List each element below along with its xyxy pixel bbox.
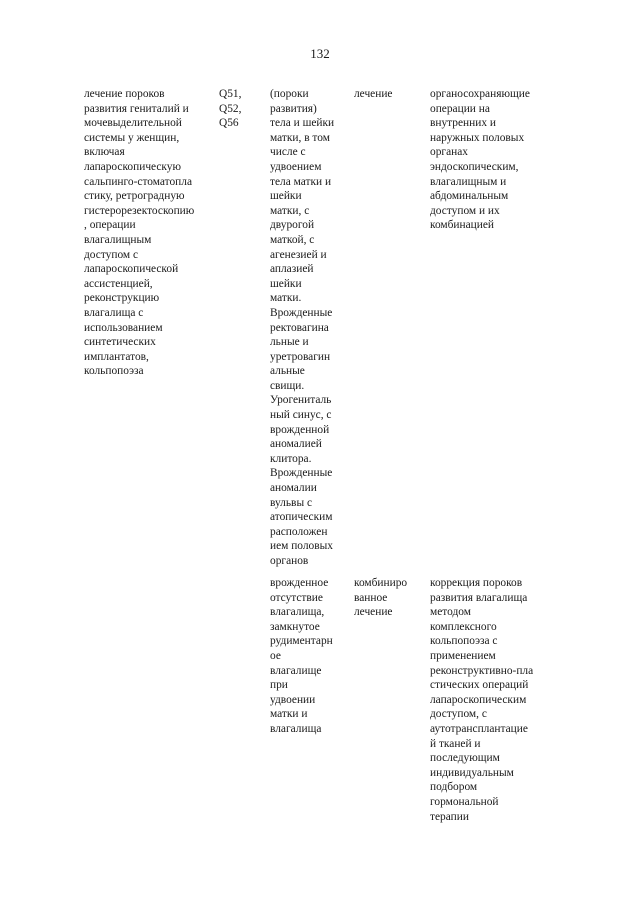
row1-diagnosis-cell: (пороки развития) тела и шейки матки, в том числе с удвоением тела матки и шейки матки, с двурогой маткой, с агенезией и аплазией шейки матки. Врожденные ректовагина льные и уретровагин альные свищи. Урогениталь ный синус, с врожденной аномалией клитора. Врожденные аномалии вульвы с атопическим расположен ием половых органов <box>270 88 335 567</box>
row1-codes-cell: Q51, Q52, Q56 <box>219 88 242 130</box>
page-number: 132 <box>310 46 330 61</box>
row1-description-cell: лечение пороков развития гениталий и мочевыделительной системы у женщин, включая лапароскопическую сальпинго-стоматопла стику, ретроградную гистерорезектоскопию , операции влагалищным доступом с лапароскопической ассистенцией, реконструкцию влагалища с использованием синтетических имплантатов, кольпопоэза <box>84 88 195 378</box>
row1-method-cell: органосохраняющие операции на внутренних и наружных половых органах эндоскопическим, влагалищным и абдоминальным доступом и их комбинацией <box>430 88 530 232</box>
row2-method-cell: коррекция пороков развития влагалища методом комплексного кольпопоэза с применением реконструктивно-пла стических операций лапароскопическим доступом, с аутотрансплантацие й тканей и последующим индивидуальным подбором гормональной терапии <box>430 577 534 823</box>
row2-treatment-type-cell: комбиниро ванное лечение <box>354 577 408 619</box>
row1-treatment-type-cell: лечение <box>354 88 393 100</box>
row2-diagnosis-cell: врожденное отсутствие влагалища, замкнутое рудиментарн ое влагалище при удвоении матки и влагалища <box>270 577 333 735</box>
